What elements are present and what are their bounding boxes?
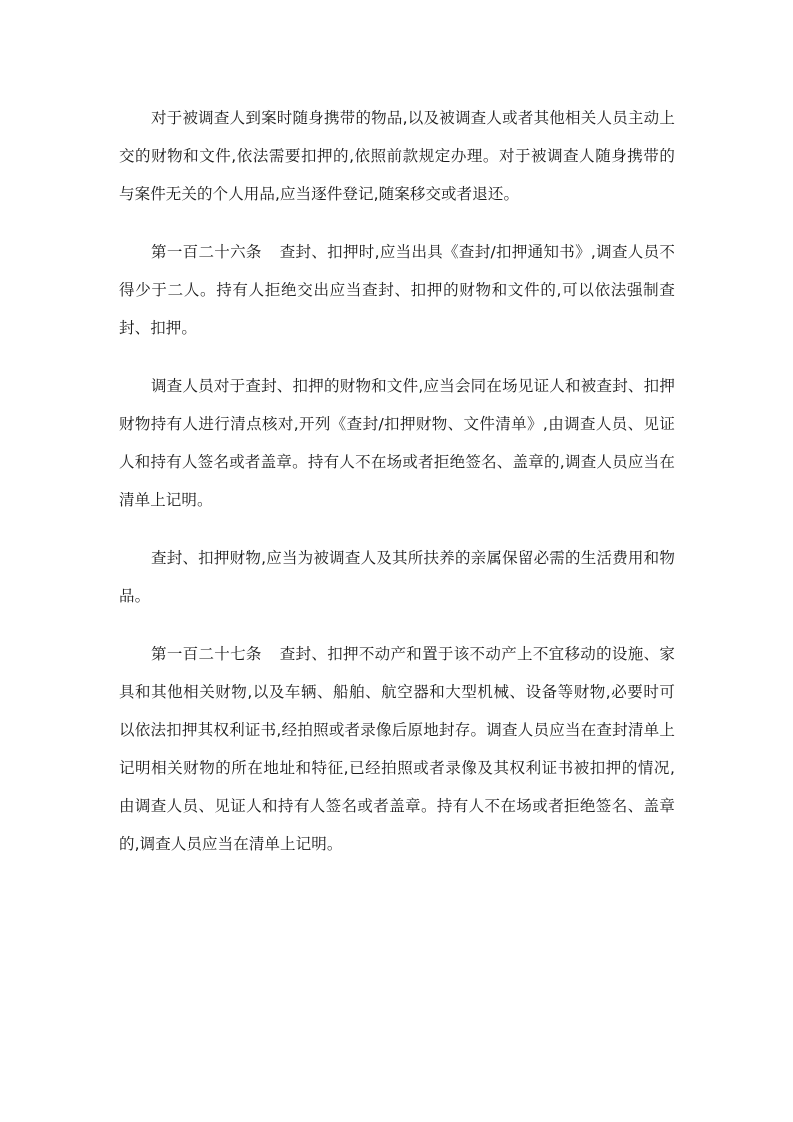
paragraph-text: 查封、扣押不动产和置于该不动产上不宜移动的设施、家具和其他相关财物,以及车辆、船舶、航空器和大型机械、设备等财物,必要时可以依法扣押其权利证书,经拍照或者录像后原地封存。调查人员应当在查封清单上记明相关财物的所在地址和特征,已经拍照或者录像及其权利证书被扣押的情况,由调查人员、见证人和持有人签名或者盖章。持有人不在场或者拒绝签名、盖章的,调查人员应当在清单上记明。 [119,645,675,853]
paragraph-3 [119,367,675,519]
paragraph-4 [119,539,675,615]
article-number: 第一百二十七条 [151,645,262,663]
paragraph-text: 对于被调查人到案时随身携带的物品,以及被调查人或者其他相关人员主动上交的财物和文件,依法需要扣押的,依照前款规定办理。对于被调查人随身携带的与案件无关的个人用品,应当逐件登记,随案移交或者退还。 [119,109,675,203]
paragraph-1 [119,99,675,213]
article-127-paragraph [119,635,675,863]
paragraph-text: 查封、扣押时,应当出具《查封/扣押通知书》,调查人员不得少于二人。持有人拒绝交出应当查封、扣押的财物和文件的,可以依法强制查封、扣押。 [119,243,676,337]
paragraph-text: 查封、扣押财物,应当为被调查人及其所扶养的亲属保留必需的生活费用和物品。 [119,549,675,605]
article-126-paragraph [119,233,675,347]
article-number: 第一百二十六条 [151,243,262,261]
document-body [119,99,675,883]
paragraph-text: 调查人员对于查封、扣押的财物和文件,应当会同在场见证人和被查封、扣押财物持有人进行清点核对,开列《查封/扣押财物、文件清单》,由调查人员、见证人和持有人签名或者盖章。持有人不在场或者拒绝签名、盖章的,调查人员应当在清单上记明。 [119,377,675,509]
